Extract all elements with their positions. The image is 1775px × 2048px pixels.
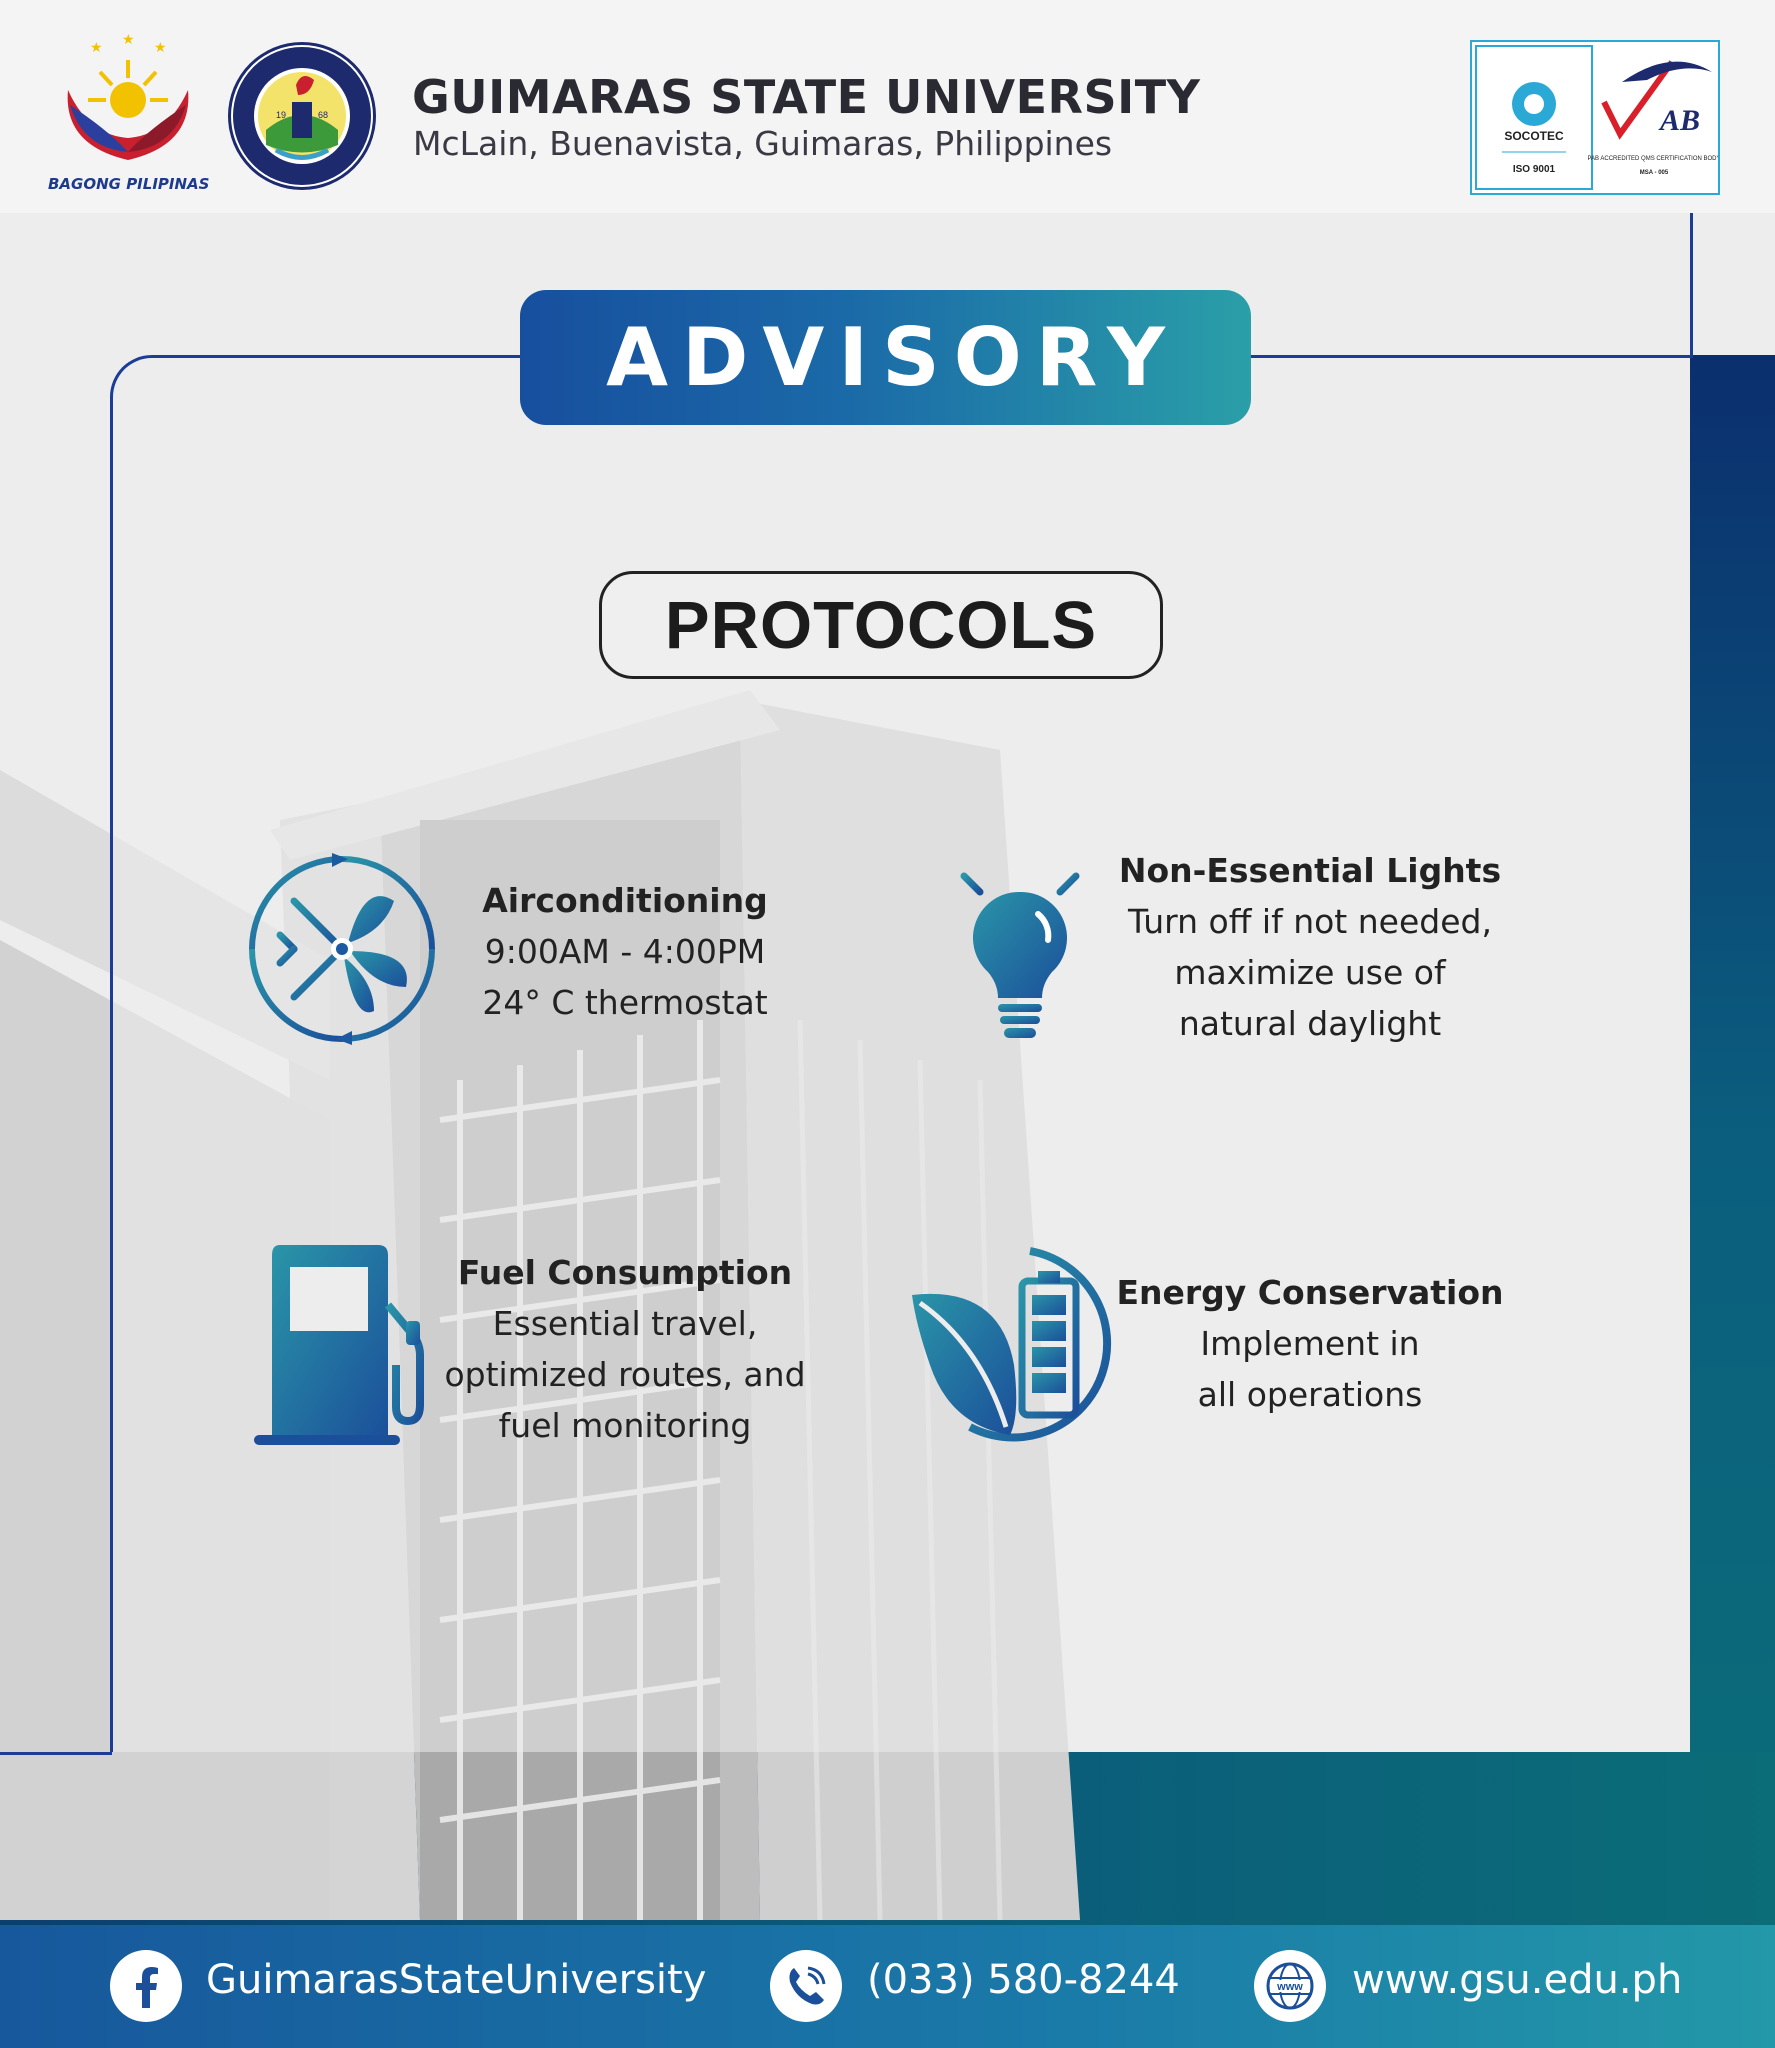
iso-label: ISO 9001 <box>1512 164 1556 175</box>
svg-text:★: ★ <box>122 31 135 47</box>
facebook-link[interactable]: GuimarasStateUniversity <box>206 1957 707 2003</box>
university-seal-logo <box>226 40 378 192</box>
protocol-line: fuel monitoring <box>498 1406 752 1445</box>
protocol-heading: Airconditioning <box>482 881 768 920</box>
bagong-pilipinas-logo <box>48 30 208 175</box>
protocol-line: all operations <box>1197 1375 1423 1414</box>
globe-icon-text: www <box>1277 1981 1303 1993</box>
website-link[interactable]: www.gsu.edu.ph <box>1352 1957 1683 2003</box>
globe-icon[interactable] <box>1254 1950 1326 2022</box>
pab-code: MSA - 005 <box>1639 170 1669 176</box>
right-teal-band <box>1690 355 1775 1925</box>
airconditioning-icon <box>244 851 440 1047</box>
protocol-heading: Fuel Consumption <box>457 1253 793 1292</box>
leaf-battery-icon <box>910 1245 1130 1445</box>
seal-year-left: 19 <box>275 110 286 120</box>
certification-badge <box>1470 40 1720 195</box>
facebook-icon[interactable] <box>110 1950 182 2022</box>
protocol-line: Turn off if not needed, <box>1128 902 1492 941</box>
advisory-banner <box>520 290 1251 425</box>
protocol-line: optimized routes, and <box>444 1355 806 1394</box>
phone-icon[interactable] <box>770 1950 842 2022</box>
protocol-line: Implement in <box>1200 1324 1420 1363</box>
protocols-title: PROTOCOLS <box>664 587 1098 663</box>
protocol-airconditioning <box>470 875 780 1028</box>
svg-text:★: ★ <box>154 39 167 55</box>
pab-caption: PAB ACCREDITED QMS CERTIFICATION BODY <box>1587 156 1718 162</box>
socotec-label: SOCOTEC <box>1504 129 1564 143</box>
pab-label: AB <box>1660 104 1701 137</box>
protocol-heading: Energy Conservation <box>1116 1273 1504 1312</box>
svg-text:★: ★ <box>90 39 103 55</box>
university-title: GUIMARAS STATE UNIVERSITY <box>412 70 1201 124</box>
left-divider-line <box>0 1752 112 1755</box>
fuel-pump-icon <box>250 1245 435 1445</box>
university-address: McLain, Buenavista, Guimaras, Philippines <box>413 124 1113 163</box>
advisory-title: ADVISORY <box>606 311 1179 404</box>
protocol-line: Essential travel, <box>492 1304 758 1343</box>
protocols-heading-box <box>599 571 1163 679</box>
protocol-non-essential-lights <box>1110 845 1510 1049</box>
protocol-line: natural daylight <box>1178 1004 1442 1043</box>
protocol-fuel-consumption <box>430 1247 820 1451</box>
protocol-line: maximize use of <box>1174 953 1446 992</box>
right-divider-line <box>1690 213 1693 358</box>
protocol-line: 24° C thermostat <box>482 983 768 1022</box>
protocol-line: 9:00AM - 4:00PM <box>484 932 766 971</box>
lightbulb-icon <box>930 848 1110 1048</box>
protocol-heading: Non-Essential Lights <box>1118 851 1502 890</box>
seal-year-right: 68 <box>318 110 329 120</box>
phone-number-link[interactable]: (033) 580-8244 <box>867 1957 1180 2003</box>
bagong-pilipinas-text: BAGONG PILIPINAS <box>48 175 210 193</box>
protocol-energy-conservation <box>1110 1267 1510 1420</box>
content-card-border <box>110 355 1690 1752</box>
